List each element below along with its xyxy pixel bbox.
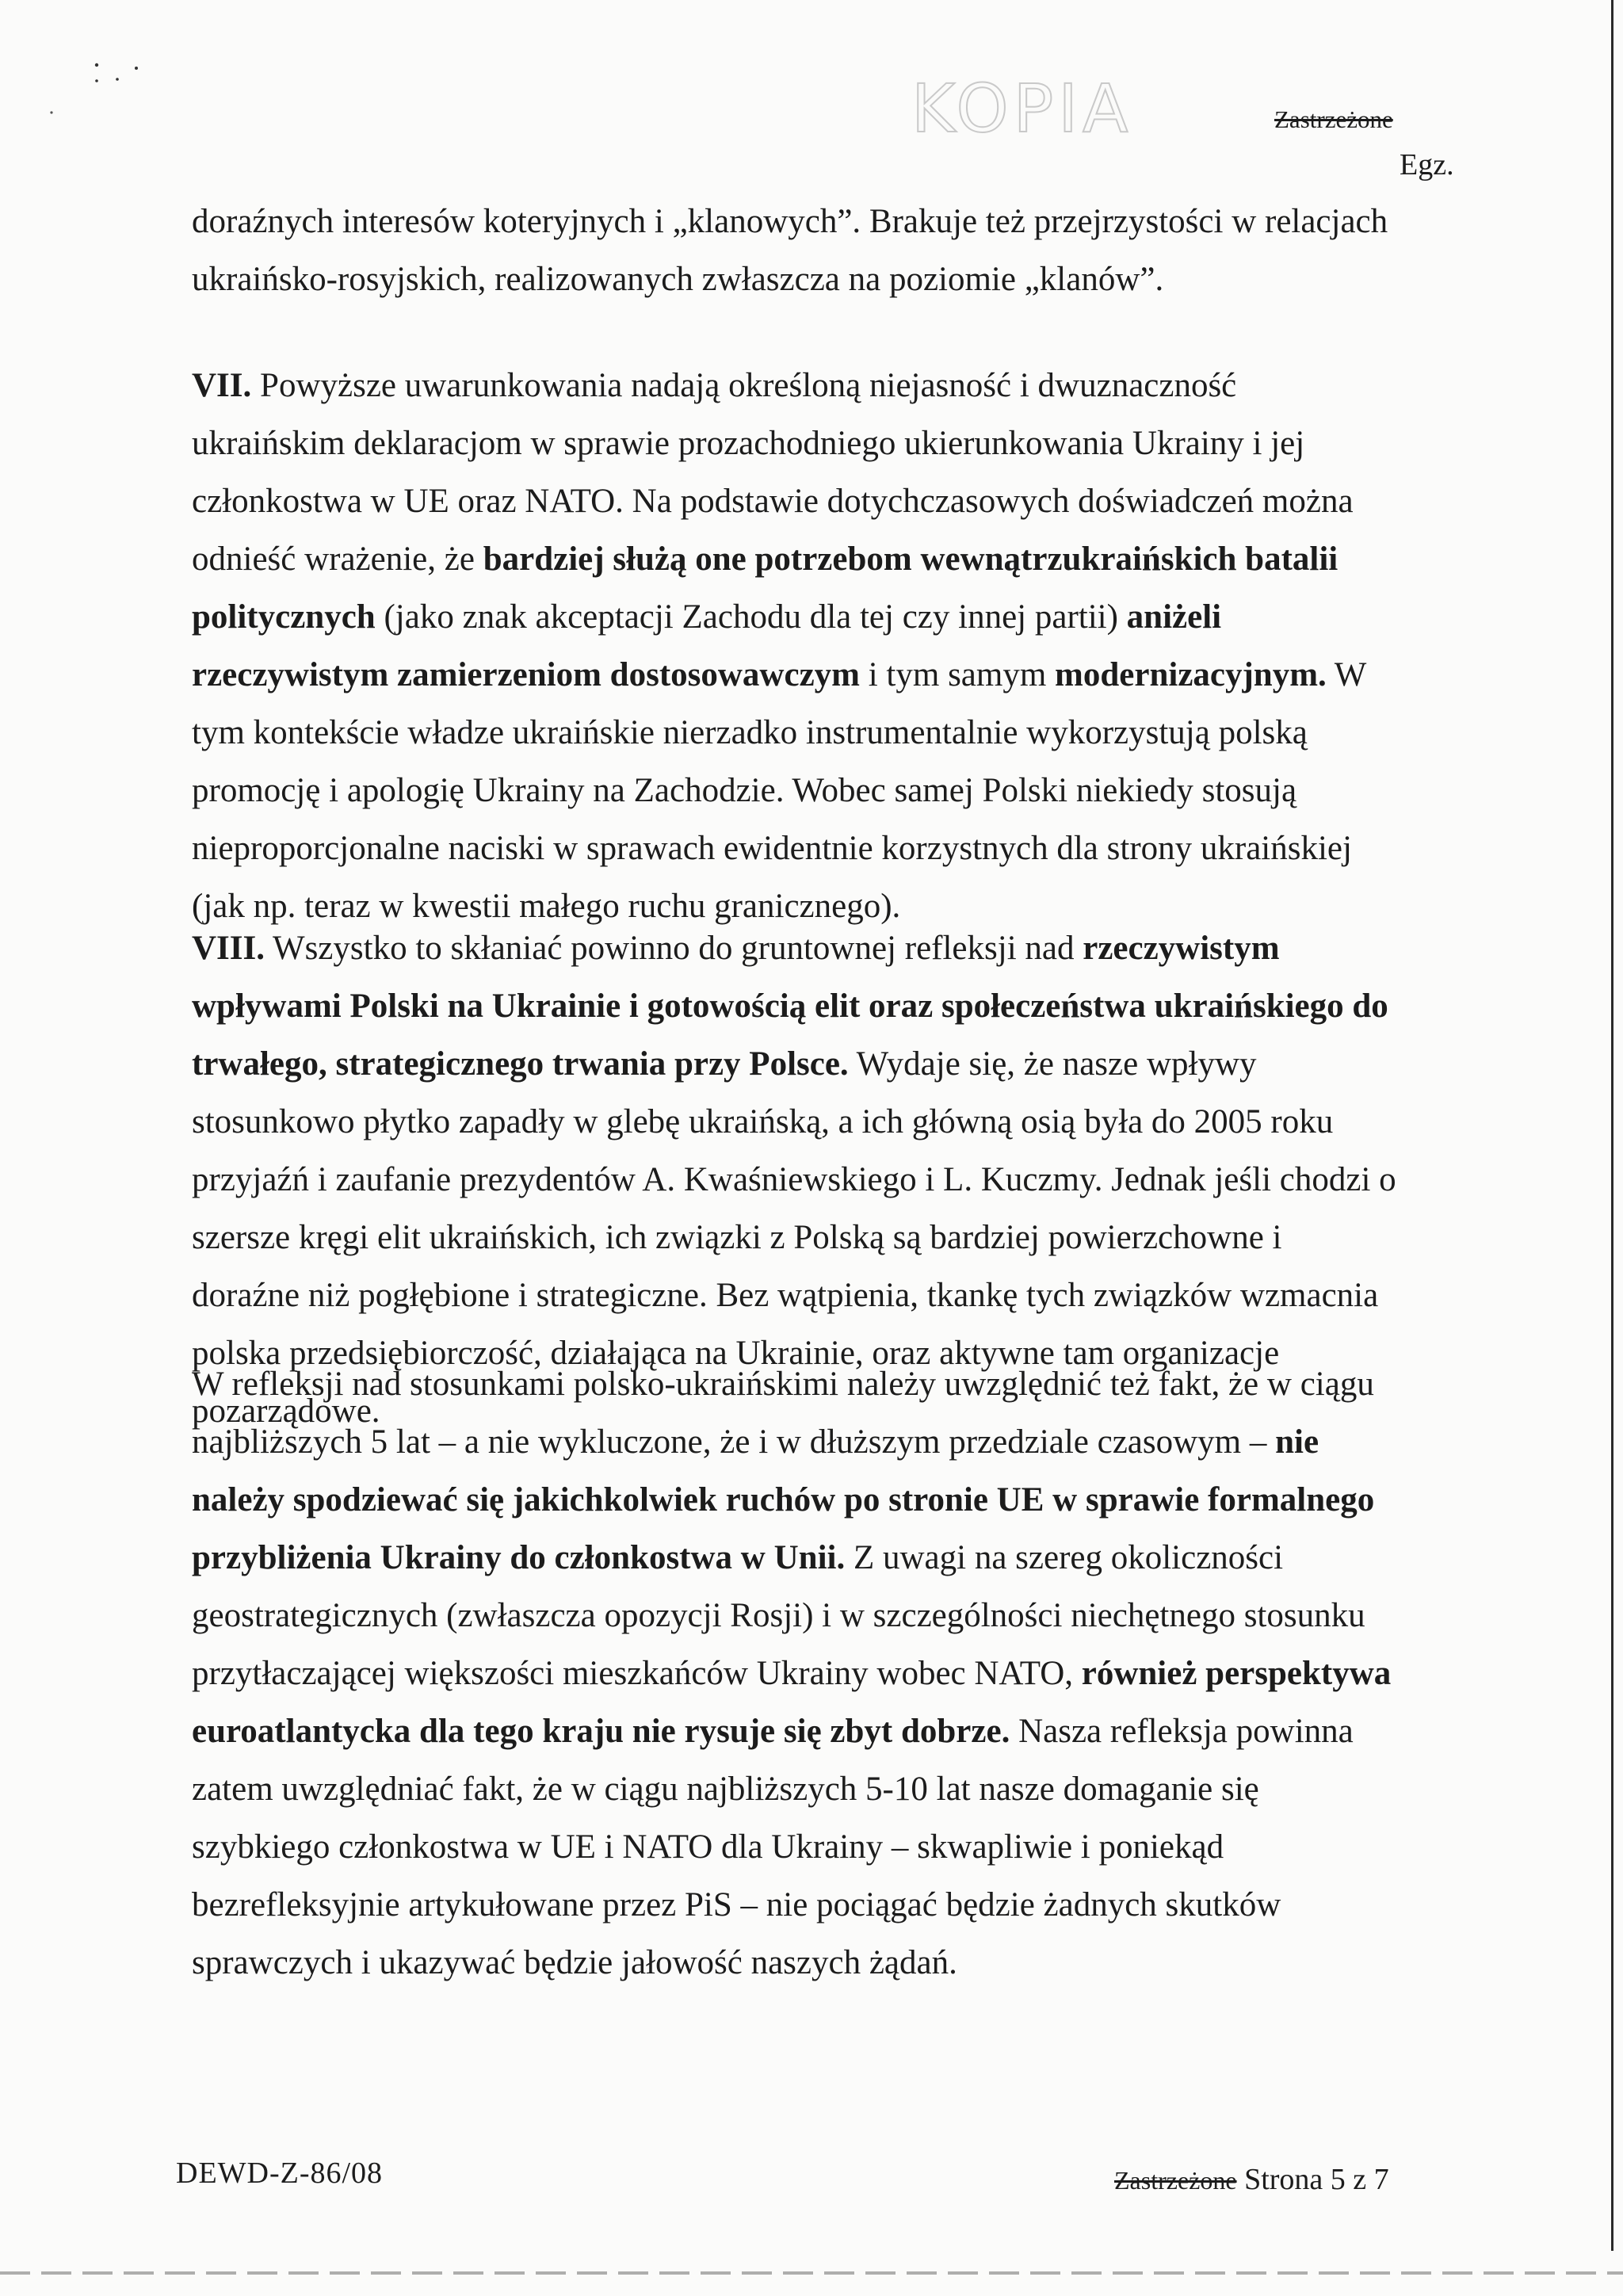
paragraph-reflection (192, 1355, 1396, 1992)
paragraph-text: i tym samym (859, 656, 1056, 693)
emphasis-text: nie należy spodziewać się jakichkolwiek ruchów po stronie UE w sprawie formalnego przybliżenia Ukrainy do członkostwa w Unii. (192, 1423, 1375, 1576)
paragraph-text: (jako znak akceptacji Zachodu dla tej czy innej partii) (375, 598, 1127, 636)
classification-header: Zastrzeżone (1274, 105, 1393, 133)
page-edge-line (1611, 0, 1613, 2251)
footer-classification: Zastrzeżone (1114, 2166, 1237, 2195)
paragraph-intro-text: doraźnych interesów koteryjnych i „klanowych”. Brakuje też przejrzystości w relacjach ukraińsko-rosyjskich, realizowanych zwłaszcza na poziomie „klanów”. (192, 203, 1388, 298)
page-bottom-edge (0, 2271, 1623, 2275)
emphasis-text: również perspektywa euroatlantycka dla tego kraju nie rysuje się zbyt dobrze. (192, 1655, 1392, 1750)
paragraph-text: Z uwagi na szereg okoliczności geostrategicznych (zwłaszcza opozycji Rosji) i w szczególności niechętnego stosunku przytłaczającej większości mieszkańców Ukrainy wobec NATO, (192, 1539, 1365, 1692)
paragraph-section-vii (192, 357, 1396, 935)
copy-number-label: Egz. (1400, 148, 1454, 181)
paragraph-text: Wszystko to skłaniać powinno do gruntownej refleksji nad (265, 930, 1083, 967)
emphasis-text: rzeczywistym wpływami Polski na Ukrainie i gotowością elit oraz społeczeństwa ukraińskiego do trwałego, strategicznego trwania przy Polsce. (192, 930, 1388, 1083)
scan-specks (48, 48, 206, 143)
page-number: Strona 5 z 7 (1244, 2163, 1389, 2196)
paragraph-text: Nasza refleksja powinna zatem uwzględniać fakt, że w ciągu najbliższych 5-10 lat nasze domaganie się szybkiego członkostwa w UE i NATO dla Ukrainy – skwapliwie i poniekąd bezrefleksyjnie artykułowane przez PiS – nie pociągać będzie żadnych skutków sprawczych i ukazywać będzie jałowość naszych żądań. (192, 1713, 1354, 1981)
emphasis-text: bardziej służą one potrzebom wewnątrzukraińskich batalii politycznych (192, 541, 1338, 636)
section-number-viii: VIII. (192, 930, 265, 967)
section-number-vii: VII. (192, 367, 252, 404)
emphasis-text: aniżeli rzeczywistym zamierzeniom dostosowawczym (192, 598, 1222, 693)
paragraph-intro (192, 193, 1396, 308)
footer-document-number: DEWD-Z-86/08 (176, 2157, 384, 2190)
paragraph-text: Powyższe uwarunkowania nadają określoną niejasność i dwuznaczność ukraińskim deklaracjom w sprawie prozachodniego ukierunkowania Ukrainy i jej członkostwa w UE oraz NATO. Na podstawie dotychczasowych doświadczeń można odnieść wrażenie, że (192, 367, 1354, 578)
paragraph-text: Wydaje się, że nasze wpływy stosunkowo płytko zapadły w glebę ukraińską, a ich główną osią była do 2005 roku przyjaźń i zaufanie prezydentów A. Kwaśniewskiego i L. Kuczmy. Jednak jeśli chodzi o szersze kręgi elit ukraińskich, ich związki z Polską są bardziej powierzchowne i doraźne niż pogłębione i strategiczne. Bez wątpienia, tkankę tych związków wzmacnia polska przedsiębiorczość, działająca na Ukrainie, oraz aktywne tam organizacje pozarządowe. (192, 1045, 1396, 1430)
footer-page-info (1114, 2162, 1389, 2197)
kopia-stamp: KOPIA (911, 70, 1133, 147)
emphasis-text: modernizacyjnym. (1055, 656, 1327, 693)
paragraph-text: W tym kontekście władze ukraińskie nierzadko instrumentalnie wykorzystują polską promocję i apologię Ukrainy na Zachodzie. Wobec samej Polski niekiedy stosują nieproporcjonalne naciski w sprawach ewidentnie korzystnych dla strony ukraińskiej (jak np. teraz w kwestii małego ruchu granicznego). (192, 656, 1366, 925)
paragraph-text: W refleksji nad stosunkami polsko-ukraińskimi należy uwzględnić też fakt, że w ciągu najbliższych 5 lat – a nie wykluczone, że i w dłuższym przedziale czasowym – (192, 1366, 1374, 1461)
